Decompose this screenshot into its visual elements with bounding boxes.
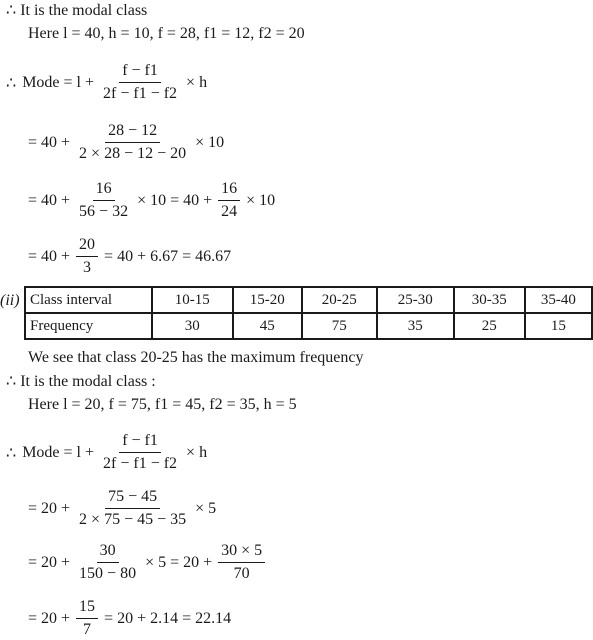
therefore-symbol: ∴ [6,2,17,19]
table-cell: 35 [377,313,454,339]
table-row [25,287,592,313]
table-cell: 25 [454,313,525,339]
table-cell: 20-25 [302,287,377,313]
formula-fraction: $\frac{f - f1}{2f - f1 - f2}$ [103,62,178,102]
therefore-symbol: ∴ [6,74,17,92]
table-cell: 15 [525,313,592,339]
therefore-symbol: ∴ [6,444,17,462]
therefore-symbol: ∴ [6,373,17,390]
table-cell: 30-35 [454,287,525,313]
mode-result-1: = 40 + $\frac{20}{3}$ = 40 + 6.67 = 46.67 [28,236,232,276]
modal-class-statement-1: ∴ It is the modal class [6,2,148,19]
frequency-table [24,286,593,340]
mode-formula-1: ∴ Mode = l + $\frac{f - f1}{2f - f1 - f2}$ × h [6,62,208,102]
mode-step-1b: = 20 + $\frac{75 - 45}{2 \times 75 - 45 - 35}$ × 5 [28,488,217,528]
mode-formula-2: ∴ Mode = l + $\frac{f - f1}{2f - f1 - f2}$ × h [6,432,208,472]
table-row [25,313,592,339]
row-header: Class interval [25,287,152,313]
part-label-ii: (ii) [0,292,20,309]
mode-result-2: = 20 + $\frac{15}{7}$ = 20 + 2.14 = 22.14 [28,598,232,638]
table-cell: 35-40 [525,287,592,313]
mode-step-2b: = 20 + $\frac{30}{150 - 80}$ × 5 = 20 + $\frac{30 \times 5}{70}$ [28,542,271,583]
table-cell: 15-20 [233,287,302,313]
given-values-2: Here l = 20, f = 75, f1 = 45, f2 = 35, h = 5 [28,396,297,413]
table-cell: 45 [233,313,302,339]
table-cell: 75 [302,313,377,339]
table-cell: 30 [152,313,233,339]
observation-text: We see that class 20-25 has the maximum frequency [28,349,364,366]
mode-step-2: = 40 + $\frac{16}{56 - 32}$ × 10 = 40 + $\frac{16}{24}$ × 10 [28,180,276,220]
mode-step-1: = 40 + $\frac{28 - 12}{2 \times 28 - 12 - 20}$ × 10 [28,122,225,162]
table-cell: 25-30 [377,287,454,313]
given-values-1: Here l = 40, h = 10, f = 28, f1 = 12, f2 = 20 [28,25,305,42]
modal-class-statement-2: ∴ It is the modal class : [6,373,156,390]
table-cell: 10-15 [152,287,233,313]
row-header: Frequency [25,313,152,339]
